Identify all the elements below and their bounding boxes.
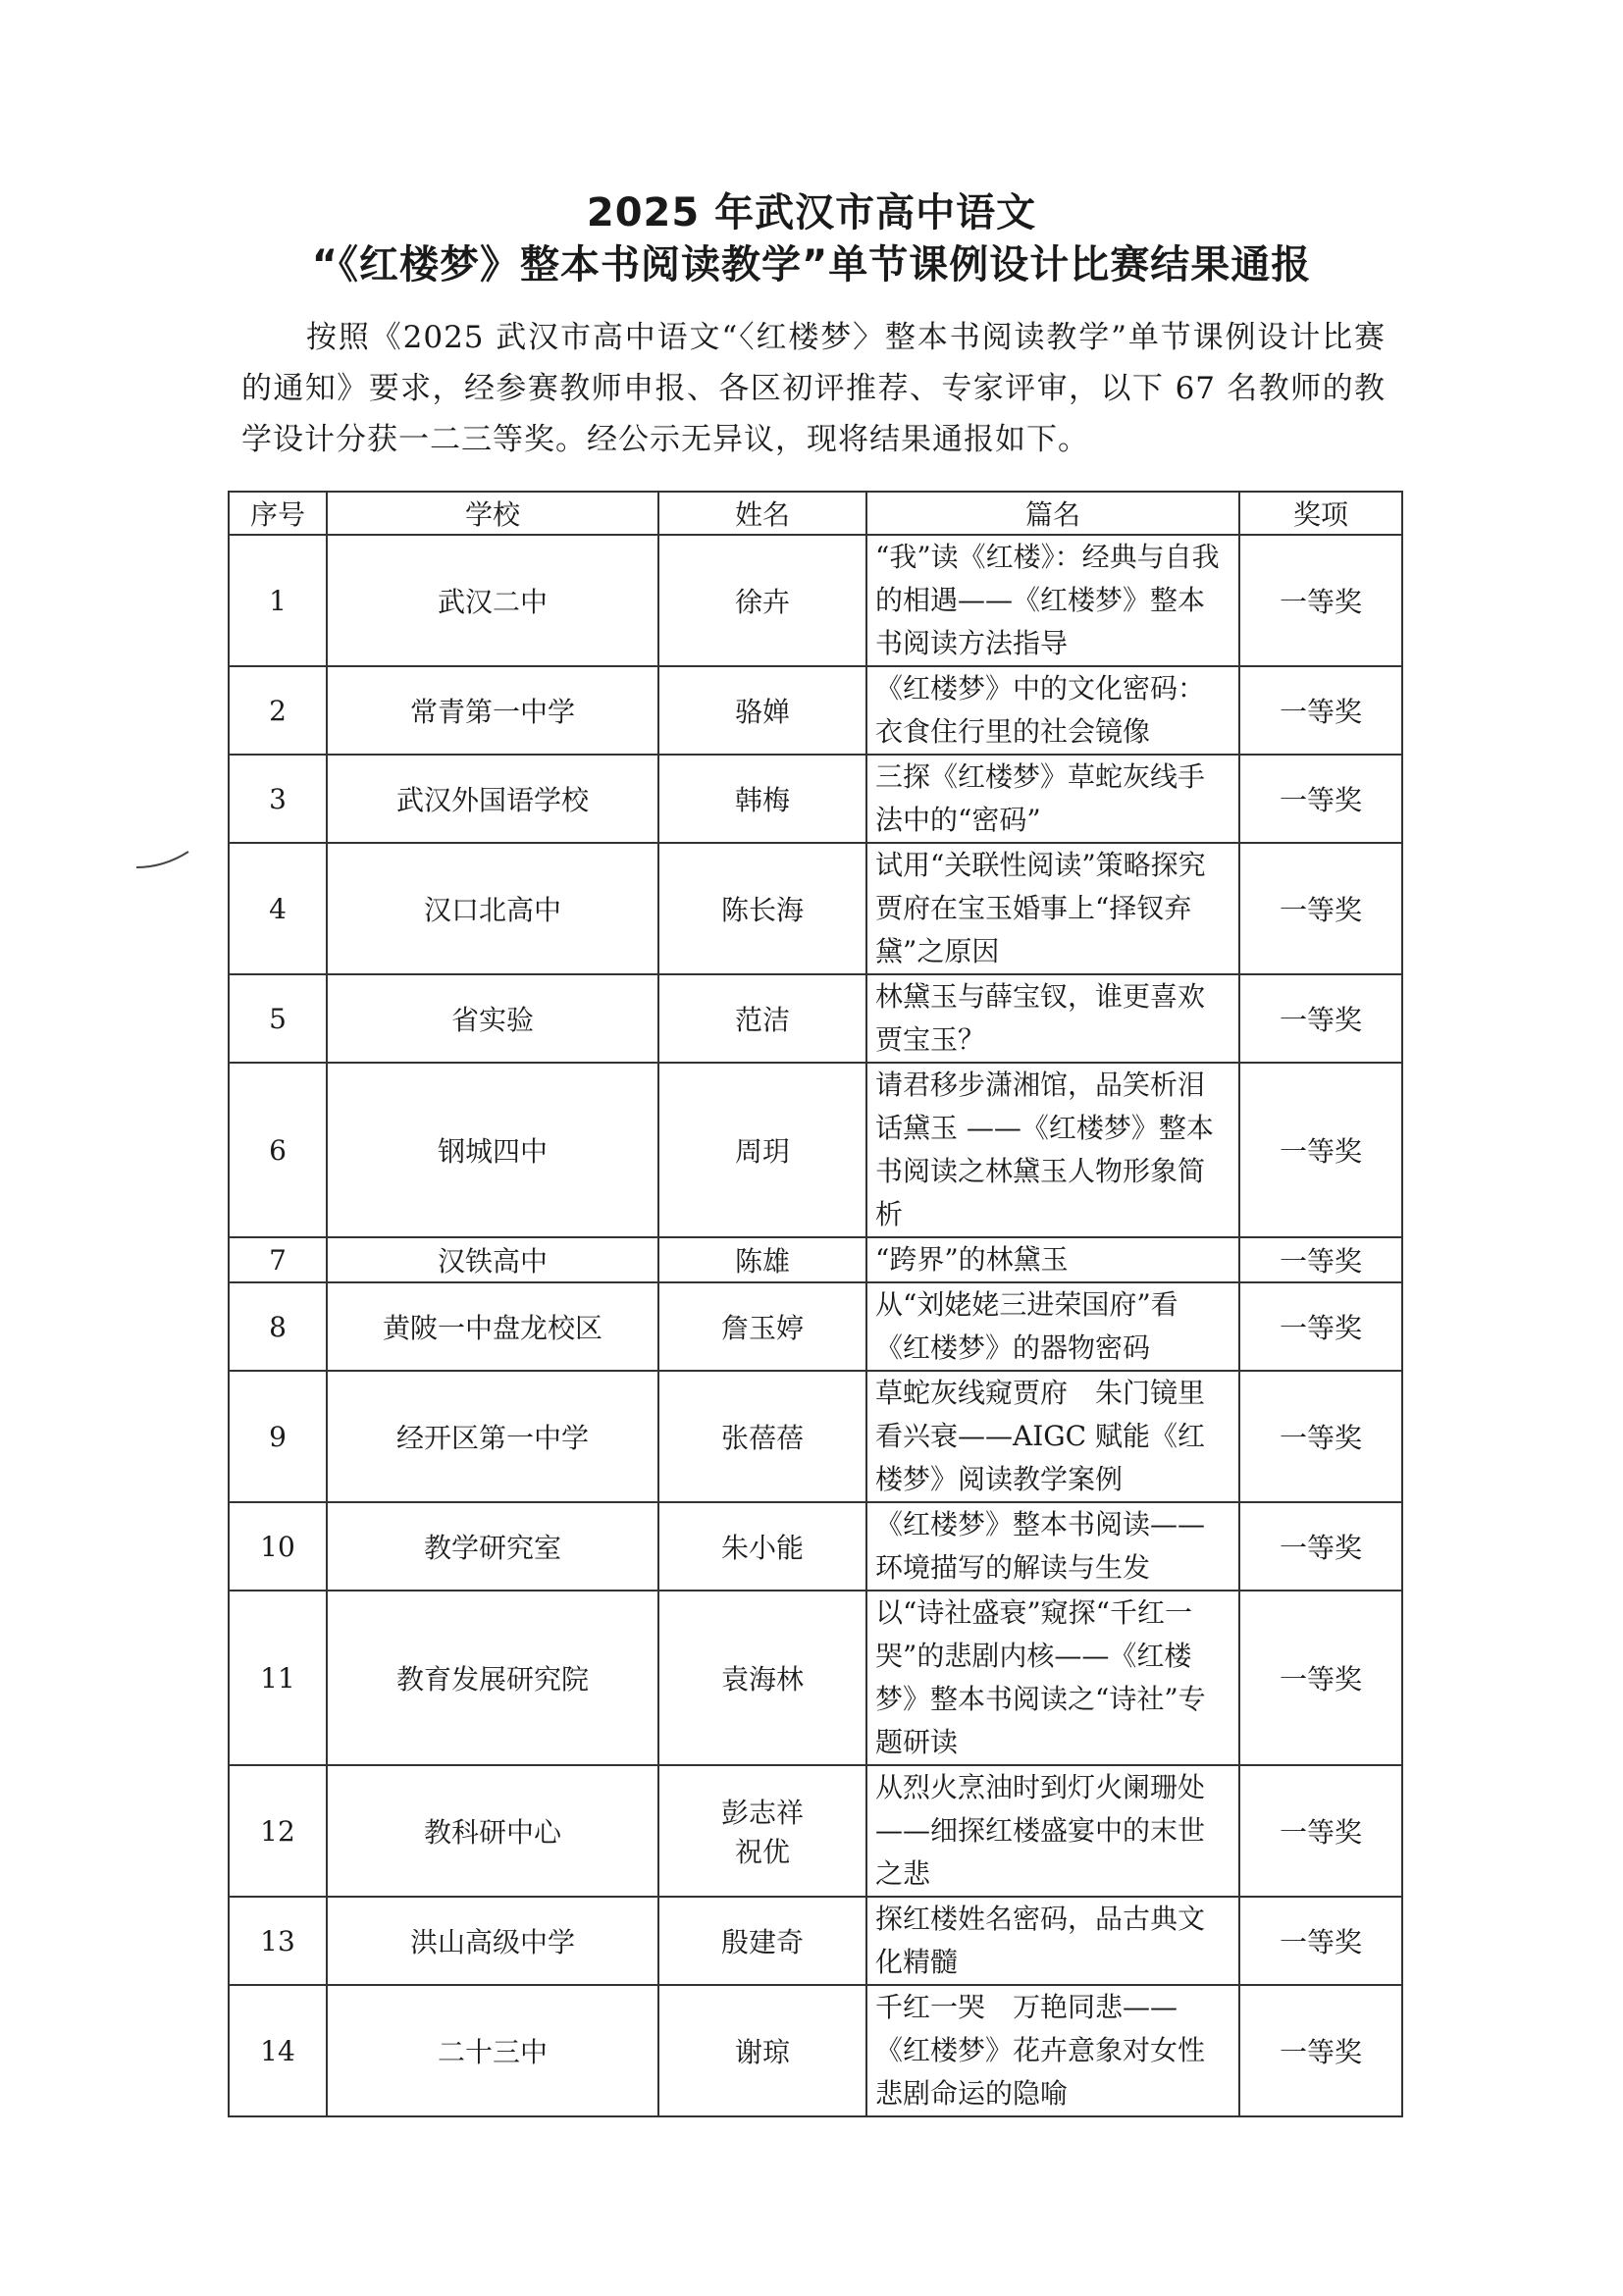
table-row	[229, 535, 1402, 666]
table-row	[229, 1591, 1402, 1765]
row-teacher-name: 朱小能	[658, 1502, 866, 1591]
table-row	[229, 1237, 1402, 1282]
header-award: 奖项	[1239, 492, 1402, 535]
row-number: 8	[229, 1282, 327, 1371]
row-school: 经开区第一中学	[327, 1371, 658, 1502]
row-teacher-name: 范洁	[658, 974, 866, 1063]
row-lesson-title: “跨界”的林黛玉	[866, 1237, 1239, 1282]
row-number: 4	[229, 843, 327, 974]
row-teacher-name: 陈雄	[658, 1237, 866, 1282]
row-school: 常青第一中学	[327, 666, 658, 755]
row-number: 9	[229, 1371, 327, 1502]
row-lesson-title: 从烈火烹油时到灯火阑珊处——细探红楼盛宴中的末世之悲	[866, 1765, 1239, 1897]
row-teacher-name: 袁海林	[658, 1591, 866, 1765]
header-school: 学校	[327, 492, 658, 535]
row-school: 教育发展研究院	[327, 1591, 658, 1765]
row-number: 13	[229, 1897, 327, 1985]
row-number: 14	[229, 1985, 327, 2116]
row-number: 12	[229, 1765, 327, 1897]
row-teacher-name: 韩梅	[658, 755, 866, 843]
row-award: 一等奖	[1239, 1591, 1402, 1765]
table-row	[229, 843, 1402, 974]
row-lesson-title: 从“刘姥姥三进荣国府”看《红楼梦》的器物密码	[866, 1282, 1239, 1371]
pen-mark-icon	[134, 846, 193, 875]
row-number: 6	[229, 1063, 327, 1237]
row-lesson-title: 《红楼梦》整本书阅读——环境描写的解读与生发	[866, 1502, 1239, 1591]
intro-paragraph: 按照《2025 武汉市高中语文“〈红楼梦〉整本书阅读教学”单节课例设计比赛的通知》要求，经参赛教师申报、各区初评推荐、专家评审，以下 67 名教师的教学设计分获一二三等奖。经公示无异议，现将结果通报如下。	[241, 320, 1386, 457]
table-row	[229, 666, 1402, 755]
results-table	[228, 491, 1403, 2117]
row-award: 一等奖	[1239, 1765, 1402, 1897]
row-lesson-title: 千红一哭 万艳同悲——《红楼梦》花卉意象对女性悲剧命运的隐喻	[866, 1985, 1239, 2116]
table-header-row	[229, 492, 1402, 535]
row-teacher-name: 彭志祥 祝优	[658, 1765, 866, 1897]
row-school: 黄陂一中盘龙校区	[327, 1282, 658, 1371]
row-school: 汉口北高中	[327, 843, 658, 974]
table-row	[229, 1985, 1402, 2116]
row-teacher-name: 陈长海	[658, 843, 866, 974]
row-school: 省实验	[327, 974, 658, 1063]
row-number: 3	[229, 755, 327, 843]
row-lesson-title: 请君移步潇湘馆，品笑析泪话黛玉 ——《红楼梦》整本书阅读之林黛玉人物形象简析	[866, 1063, 1239, 1237]
table-row	[229, 1897, 1402, 1985]
row-school: 洪山高级中学	[327, 1897, 658, 1985]
row-teacher-name: 殷建奇	[658, 1897, 866, 1985]
row-teacher-name: 詹玉婷	[658, 1282, 866, 1371]
row-number: 7	[229, 1237, 327, 1282]
table-row	[229, 1063, 1402, 1237]
row-award: 一等奖	[1239, 1237, 1402, 1282]
row-school: 武汉二中	[327, 535, 658, 666]
row-award: 一等奖	[1239, 1985, 1402, 2116]
row-award: 一等奖	[1239, 1371, 1402, 1502]
row-lesson-title: 《红楼梦》中的文化密码：衣食住行里的社会镜像	[866, 666, 1239, 755]
row-teacher-name: 张蓓蓓	[658, 1371, 866, 1502]
row-award: 一等奖	[1239, 974, 1402, 1063]
table-row	[229, 1502, 1402, 1591]
row-number: 10	[229, 1502, 327, 1591]
row-lesson-title: “我”读《红楼》：经典与自我的相遇——《红楼梦》整本书阅读方法指导	[866, 535, 1239, 666]
table-row	[229, 974, 1402, 1063]
row-teacher-name: 徐卉	[658, 535, 866, 666]
row-lesson-title: 三探《红楼梦》草蛇灰线手法中的“密码”	[866, 755, 1239, 843]
row-award: 一等奖	[1239, 1063, 1402, 1237]
row-award: 一等奖	[1239, 666, 1402, 755]
row-school: 汉铁高中	[327, 1237, 658, 1282]
header-title: 篇名	[866, 492, 1239, 535]
row-award: 一等奖	[1239, 535, 1402, 666]
table-row	[229, 1765, 1402, 1897]
row-award: 一等奖	[1239, 1502, 1402, 1591]
table-row	[229, 755, 1402, 843]
row-lesson-title: 草蛇灰线窥贾府 朱门镜里看兴衰——AIGC 赋能《红楼梦》阅读教学案例	[866, 1371, 1239, 1502]
row-school: 教科研中心	[327, 1765, 658, 1897]
document-title-line2: “《红楼梦》整本书阅读教学”单节课例设计比赛结果通报	[311, 242, 1312, 287]
row-school: 武汉外国语学校	[327, 755, 658, 843]
row-teacher-name: 周玥	[658, 1063, 866, 1237]
row-award: 一等奖	[1239, 1282, 1402, 1371]
table-row	[229, 1282, 1402, 1371]
table-row	[229, 1371, 1402, 1502]
row-school: 教学研究室	[327, 1502, 658, 1591]
row-teacher-name: 骆婵	[658, 666, 866, 755]
row-number: 1	[229, 535, 327, 666]
row-lesson-title: 探红楼姓名密码，品古典文化精髓	[866, 1897, 1239, 1985]
row-award: 一等奖	[1239, 1897, 1402, 1985]
row-lesson-title: 试用“关联性阅读”策略探究贾府在宝玉婚事上“择钗弃黛”之原因	[866, 843, 1239, 974]
header-number: 序号	[229, 492, 327, 535]
document-title-line1: 2025 年武汉市高中语文	[586, 190, 1037, 235]
row-school: 二十三中	[327, 1985, 658, 2116]
row-school: 钢城四中	[327, 1063, 658, 1237]
row-number: 11	[229, 1591, 327, 1765]
row-number: 5	[229, 974, 327, 1063]
row-number: 2	[229, 666, 327, 755]
row-teacher-name: 谢琼	[658, 1985, 866, 2116]
row-award: 一等奖	[1239, 843, 1402, 974]
row-award: 一等奖	[1239, 755, 1402, 843]
row-lesson-title: 以“诗社盛衰”窥探“千红一哭”的悲剧内核——《红楼梦》整本书阅读之“诗社”专题研读	[866, 1591, 1239, 1765]
header-name: 姓名	[658, 492, 866, 535]
row-lesson-title: 林黛玉与薛宝钗，谁更喜欢贾宝玉？	[866, 974, 1239, 1063]
